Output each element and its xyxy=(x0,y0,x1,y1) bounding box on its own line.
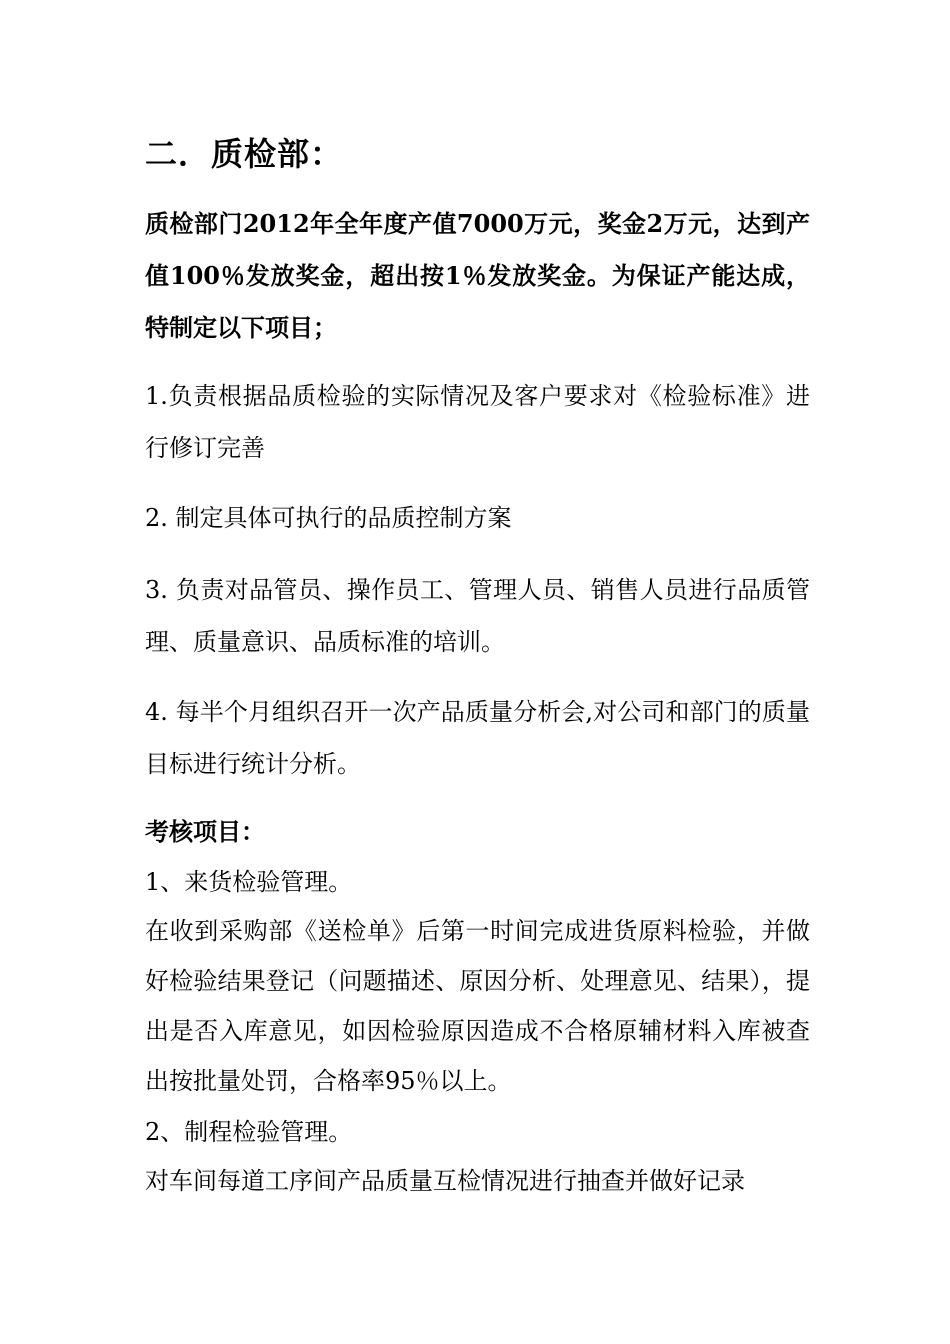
assessment-item-1-heading: 1、来货检验管理。 xyxy=(145,868,353,896)
assessment-item-2-heading: 2、制程检验管理。 xyxy=(145,1118,353,1146)
list-item-1: 1.负责根据品质检验的实际情况及客户要求对《检验标准》进行修订完善 xyxy=(145,382,810,462)
list-item-4: 4. 每半个月组织召开一次产品质量分析会,对公司和部门的质量目标进行统计分析。 xyxy=(145,698,810,778)
assessment-item-2-body: 对车间每道工序间产品质量互检情况进行抽查并做好记录 xyxy=(145,1167,745,1195)
assessment-title: 考核项目： xyxy=(145,817,265,846)
list-item-3: 3. 负责对品管员、操作员工、管理人员、销售人员进行品质管理、质量意识、品质标准的培训。 xyxy=(145,576,810,656)
assessment-item-1-body: 在收到采购部《送检单》后第一时间完成进货原料检验，并做好检验结果登记（问题描述、原因分析、处理意见、结果），提出是否入库意见，如因检验原因造成不合格原辅材料入库被查出按批量处罚，合格率95％以上。 xyxy=(145,917,810,1095)
list-item-2: 2. 制定具体可执行的品质控制方案 xyxy=(145,504,512,532)
intro-paragraph: 质检部门2012年全年度产值7000万元，奖金2万元，达到产值100％发放奖金，超出按1％发放奖金。为保证产能达成，特制定以下项目； xyxy=(145,209,810,342)
section-heading: 二．质检部： xyxy=(145,135,344,173)
